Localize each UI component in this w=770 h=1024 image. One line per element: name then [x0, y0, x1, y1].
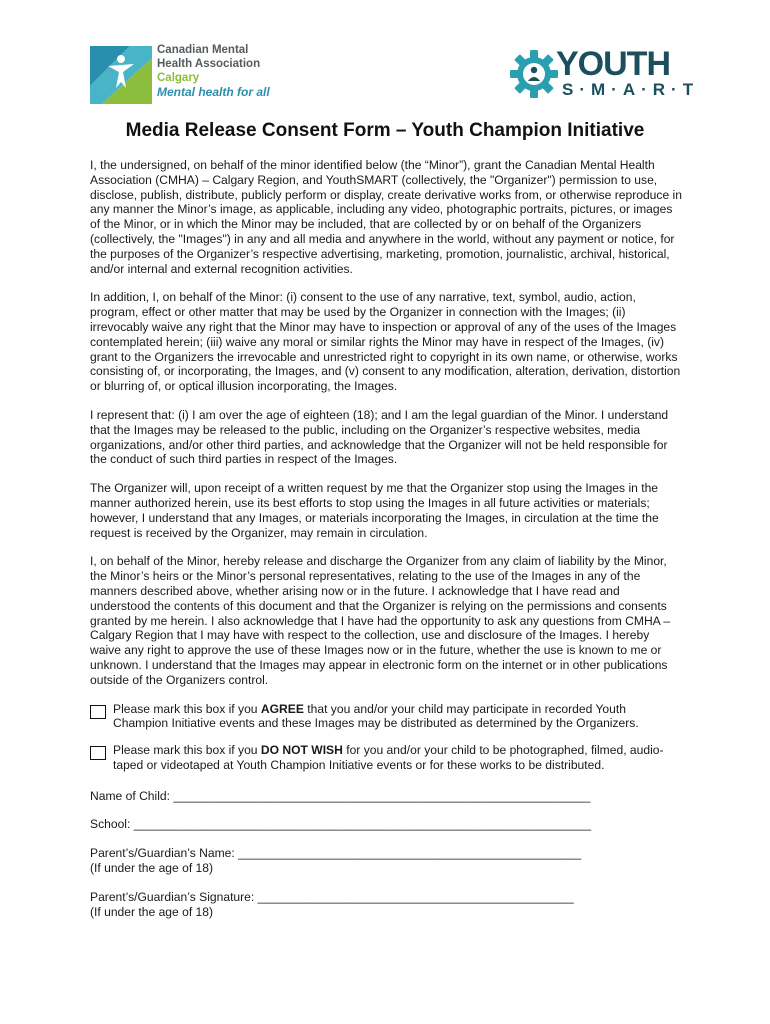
- paragraph-grant: I, the undersigned, on behalf of the minor identified below (the “Minor”), grant the Canadian Mental Health Association (CMHA) – Calgary Region, and YouthSMART (collectively, the "Organizer") permission to use, disclose, publish, distribute, publicly perform or display, create derivative works from, or otherwise reproduce in any manner the Minor’s image, as applicable, including any video, photographic portraits, pictures, or images of the Minor, or in which the Minor may be included, that are collected by or on behalf of the Organizers (collectively, the "Images") in any and all media and anywhere in the world, without any payment or notice, for the purposes of the Organizer’s respective advertising, marketing, promotion, journalistic, archival, historical, and/or internal and external recognition activities.: [90, 158, 682, 276]
- child-name-field[interactable]: [90, 789, 682, 804]
- youthsmart-word-youth: YOUTH: [556, 45, 670, 83]
- decline-checkbox[interactable]: [90, 746, 106, 760]
- school-field[interactable]: [90, 817, 682, 832]
- school-label: School: ____________________________________________________________________: [90, 817, 592, 832]
- paragraph-withdrawal: The Organizer will, upon receipt of a written request by me that the Organizer stop using the Images in the manner authorized herein, use its best efforts to stop using the Images in all future activities or materials; however, I understand that any Images, or materials incorporating the Images, in circulation at the time the request is received by the Organizer, may remain in circulation.: [90, 481, 659, 540]
- guardian-name-field[interactable]: [90, 846, 682, 876]
- paragraph-release: I, on behalf of the Minor, hereby release and discharge the Organizer from any claim of liability by the Minor, the Minor’s heirs or the Minor’s personal representatives, relating to the use of the Images in any of the manners described above, whether arising now or in the future. I acknowledge that I have read and understood the contents of this document and that the Organizer is relying on the permissions and consents granted by me herein. I also acknowledge that I have had the opportunity to ask any questions from CMHA – Calgary Region that I may have with respect to the collection, use and disclosure of the Images. I hereby waive any right to approve the use of these Images now or in the future, whether the use is known to me or unknown. I understand that the Images may appear in electronic form on the internet or in other publications outside of the Organizers control.: [90, 554, 671, 687]
- child-name-label: Name of Child: ______________________________________________________________: [90, 788, 591, 803]
- form-body: [90, 158, 682, 933]
- decline-text-prefix: Please mark this box if you: [113, 743, 261, 758]
- guardian-name-note: (If under the age of 18): [90, 861, 214, 876]
- youthsmart-logo: [508, 45, 700, 102]
- decline-text-emphasis: DO NOT WISH: [260, 743, 343, 758]
- agree-text-prefix: Please mark this box if you: [113, 701, 261, 716]
- guardian-name-label: Parent’s/Guardian’s Name: ___________________________________________________: [90, 846, 582, 861]
- page-title: Media Release Consent Form – Youth Champion Initiative: [125, 120, 645, 141]
- cmha-logo: [90, 42, 290, 104]
- guardian-signature-label: Parent’s/Guardian’s Signature: _______________________________________________: [90, 889, 574, 904]
- youthsmart-word-smart: S·M·A·R·T: [562, 80, 700, 99]
- paragraph-representation: I represent that: (i) I am over the age of eighteen (18); and I am the legal guardian of the Minor. I understand that the Images may be released to the public, including on the Organizer’s respective websites, media organizations, and/or other third parties, and acknowledge that the Organizer will not be held responsible for the conduct of such third parties in respect of the Images.: [90, 407, 669, 467]
- cmha-name-line1: Canadian Mental: [157, 44, 249, 56]
- gear-icon: [508, 48, 560, 100]
- agree-option: [90, 702, 682, 732]
- cmha-logo-mark-icon: [90, 42, 152, 104]
- agree-checkbox[interactable]: [90, 705, 106, 719]
- agree-text-suffix: that you and/or your child may participate in recorded Youth Champion Initiative events and these Images may be distributed as determined by the Organizers.: [113, 701, 639, 731]
- decline-option: [90, 743, 682, 773]
- cmha-name-line2: Health Association: [157, 58, 261, 70]
- cmha-logo-text: [157, 43, 270, 99]
- guardian-signature-note: (If under the age of 18): [90, 904, 214, 919]
- cmha-city: Calgary: [157, 72, 200, 84]
- agree-text-emphasis: AGREE: [260, 701, 304, 716]
- guardian-signature-field[interactable]: [90, 890, 682, 920]
- decline-text-suffix: for you and/or your child to be photographed, filmed, audio-taped or videotaped at Youth Champion Initiative events or for these works to be distributed.: [113, 743, 664, 772]
- cmha-tagline: Mental health for all: [157, 85, 270, 99]
- paragraph-additional-consent: In addition, I, on behalf of the Minor: (i) consent to the use of any narrative, text, symbol, audio, action, program, effect or other matter that may be used by the Organizer in connection with the Images; (ii) irrevocably waive any right that the Minor may have to inspection or approval of any of the uses of the Images contemplated herein; (iii) waive any moral or similar rights the Minor may have in respect of the Images, (iv) grant to the Organizers the irrevocable and unrestricted right to copyright in its own name, or otherwise, works consisting of, or incorporating, the Images, and (v) consent to any modification, alteration, derivation, distortion or blurring of, or optical illusion incorporating, the Images.: [90, 290, 681, 394]
